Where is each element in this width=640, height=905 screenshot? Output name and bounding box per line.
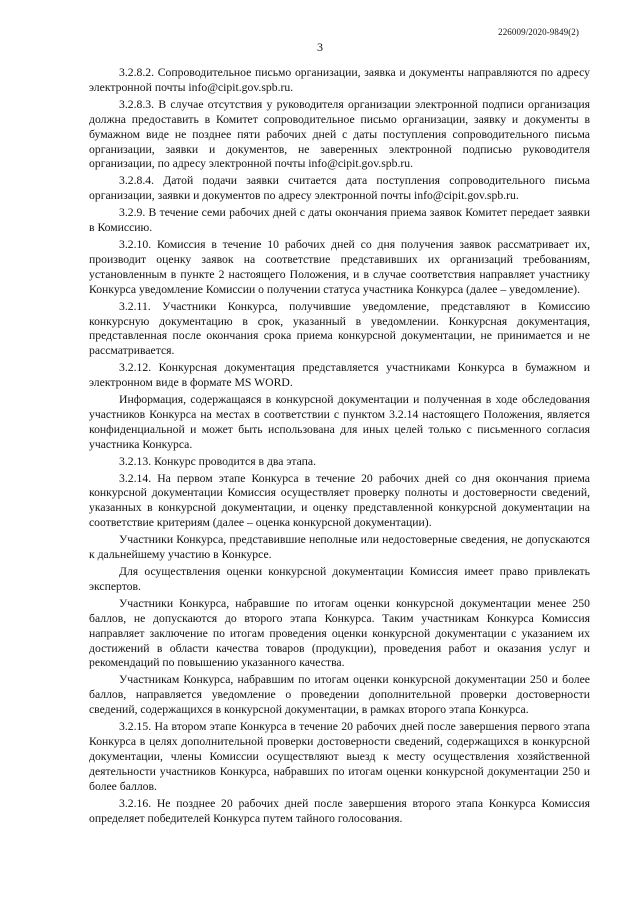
paragraph-less-than-250: Участники Конкурса, набравшие по итогам оценки конкурсной документации менее 250 баллов, не допускаются до второго этапа Конкурса. Таким участникам Конкурса Комиссия направляет заключение по итогам проведения оценки конкурсной документации с указанием их достижений в области качества товаров (продукции), проведения работ и оказания услуг и рекомендаций по повышению указанного качества.: [89, 596, 590, 670]
paragraph-250-and-more: Участникам Конкурса, набравшим по итогам оценки конкурсной документации 250 и более баллов, направляется уведомление о проведении дополнительной проверки достоверности сведений, содержащихся в конкурсной документации, в рамках второго этапа Конкурса.: [89, 673, 590, 717]
paragraph-3-2-8-2: 3.2.8.2. Сопроводительное письмо организации, заявка и документы направляются по адресу электронной почты info@cipit.gov.spb.ru.: [89, 66, 590, 94]
paragraph-3-2-15: 3.2.15. На втором этапе Конкурса в течение 20 рабочих дней после завершения первого этапа Конкурса в целях дополнительной проверки достоверности сведений, содержащихся в конкурсной документации, члены Комиссии осуществляют выезд к месту осуществления хозяйственной деятельности участников Конкурса, набравших по итогам оценки конкурсной документации 250 и более баллов.: [89, 720, 590, 793]
paragraph-3-2-12: 3.2.12. Конкурсная документация представляется участниками Конкурса в бумажном и электронном виде в формате MS WORD.: [89, 361, 590, 390]
document-body: [89, 66, 590, 828]
paragraph-3-2-16: 3.2.16. Не позднее 20 рабочих дней после завершения второго этапа Конкурса Комиссия определяет победителей Конкурса путем тайного голосования.: [89, 796, 590, 825]
paragraph-experts: Для осуществления оценки конкурсной документации Комиссия имеет право привлекать экспертов.: [89, 565, 590, 593]
paragraph-3-2-9: 3.2.9. В течение семи рабочих дней с даты окончания приема заявок Комитет передает заявки в Комиссию.: [89, 206, 590, 235]
paragraph-3-2-14: 3.2.14. На первом этапе Конкурса в течение 20 рабочих дней со дня окончания приема конкурсной документации Комиссия осуществляет проверку полноты и достоверности сведений, указанных в конкурсной документации, и оценку представленной конкурсной документации на соответствие критериям (далее – оценка конкурсной документации).: [89, 471, 590, 530]
paragraph-3-2-11: 3.2.11. Участники Конкурса, получившие уведомление, представляют в Комиссию конкурсную документацию в срок, указанный в уведомлении. Конкурсная документация, представленная после окончания срока приема конкурсной документации, не принимается и не рассматривается.: [89, 299, 590, 358]
paragraph-3-2-8-3: 3.2.8.3. В случае отсутствия у руководителя организации электронной подписи организация должна предоставить в Комитет сопроводительное письмо организации, заявку и документы в бумажном виде не позднее пяти рабочих дней с даты поступления сопроводительного письма организации, заявки и документов, не заверенных электронной подписью руководителя организации, по адресу электронной почты info@cipit.gov.spb.ru.: [89, 97, 590, 171]
paragraph-3-2-10: 3.2.10. Комиссия в течение 10 рабочих дней со дня получения заявок рассматривает их, производит оценку заявок на соответствие представивших их организаций требованиям, установленным в пункте 2 настоящего Положения, и в случае соответствия направляет участнику Конкурса уведомление Комиссии о получении статуса участника Конкурса (далее – уведомление).: [89, 237, 590, 296]
paragraph-3-2-13: 3.2.13. Конкурс проводится в два этапа.: [119, 454, 317, 468]
page-number: 3: [317, 40, 323, 54]
paragraph-3-2-8-4: 3.2.8.4. Датой подачи заявки считается дата поступления сопроводительного письма организации, заявки и документов по адресу электронной почты info@cipit.gov.spb.ru.: [89, 174, 590, 203]
paragraph-incomplete-info: Участники Конкурса, представившие неполные или недостоверные сведения, не допускаются к дальнейшему участию в Конкурсе.: [89, 533, 590, 562]
paragraph-confidentiality: Информация, содержащаяся в конкурсной документации и полученная в ходе обследования участников Конкурса на местах в соответствии с пунктом 3.2.14 настоящего Положения, является конфиденциальной и может быть использована для иных целей только с письменного согласия участника Конкурса.: [89, 393, 590, 451]
document-registration-number: 226009/2020-9849(2): [498, 27, 579, 37]
